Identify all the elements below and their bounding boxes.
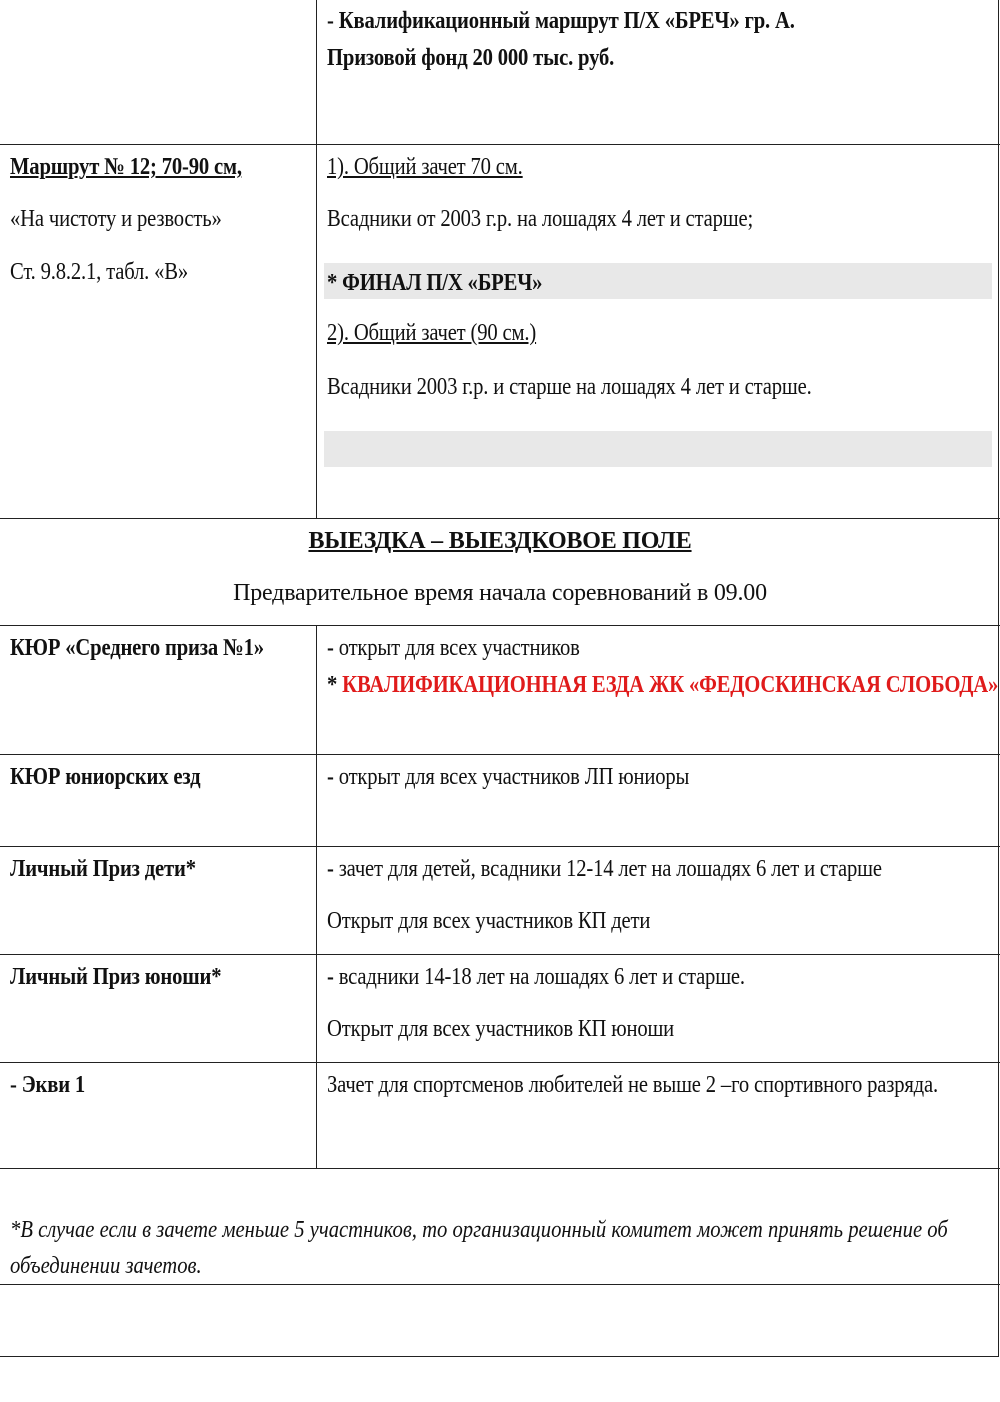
qualification-route-line: - Квалификационный маршрут П/Х «БРЕЧ» гр. А.	[327, 8, 795, 34]
qualification-note: * КВАЛИФИКАЦИОННАЯ ЕЗДА ЖК «ФЕДОСКИНСКАЯ СЛОБОДА»	[327, 672, 999, 698]
riders-90: Всадники 2003 г.р. и старше на лошадях 4 лет и старше.	[327, 374, 812, 400]
event-name: Личный Приз юноши*	[10, 964, 222, 990]
highlight-band	[324, 431, 992, 467]
route-title: Маршрут № 12; 70-90 см,	[10, 154, 242, 180]
riders-70: Всадники от 2003 г.р. на лошадях 4 лет и старше;	[327, 206, 754, 232]
row-divider	[0, 625, 1000, 626]
event-open-note: Открыт для всех участников КП юноши	[327, 1016, 675, 1042]
row-divider	[0, 754, 1000, 755]
zachet-70: 1). Общий зачет 70 см.	[327, 154, 523, 180]
start-time: Предварительное время начала соревнований в 09.00	[233, 580, 767, 606]
row-divider	[0, 846, 1000, 847]
prize-fund-line: Призовой фонд 20 000 тыс. руб.	[327, 45, 615, 71]
event-description: - всадники 14-18 лет на лошадях 6 лет и старше.	[327, 964, 745, 990]
footnote: *В случае если в зачете меньше 5 участников, то организационный комитет может принять решение об объединении зачетов.	[10, 1217, 948, 1279]
row-divider	[0, 1062, 1000, 1063]
row-divider	[0, 518, 1000, 519]
event-name: КЮР «Среднего приза №1»	[10, 635, 264, 661]
column-divider	[316, 625, 317, 1168]
row-divider	[0, 144, 1000, 145]
section-heading: ВЫЕЗДКА – ВЫЕЗДКОВОЕ ПОЛЕ	[308, 528, 692, 554]
row-divider	[0, 1168, 1000, 1169]
zachet-90: 2). Общий зачет (90 см.)	[327, 320, 537, 346]
row-divider	[0, 1284, 1000, 1285]
event-open-note: Открыт для всех участников КП дети	[327, 908, 651, 934]
event-name: - Экви 1	[10, 1072, 86, 1098]
event-description: - открыт для всех участников ЛП юниоры	[327, 764, 690, 790]
event-description: - открыт для всех участников	[327, 635, 580, 661]
event-name: КЮР юниорских езд	[10, 764, 201, 790]
route-subtitle: «На чистоту и резвость»	[10, 206, 222, 232]
route-article: Ст. 9.8.2.1, табл. «В»	[10, 259, 189, 285]
event-description: - зачет для детей, всадники 12-14 лет на лошадях 6 лет и старше	[327, 856, 882, 882]
row-divider	[0, 954, 1000, 955]
column-divider	[316, 0, 317, 518]
event-description: Зачет для спортсменов любителей не выше 2 –го спортивного разряда.	[327, 1072, 939, 1098]
event-name: Личный Приз дети*	[10, 856, 196, 882]
final-label: * ФИНАЛ П/Х «БРЕЧ»	[327, 270, 543, 296]
